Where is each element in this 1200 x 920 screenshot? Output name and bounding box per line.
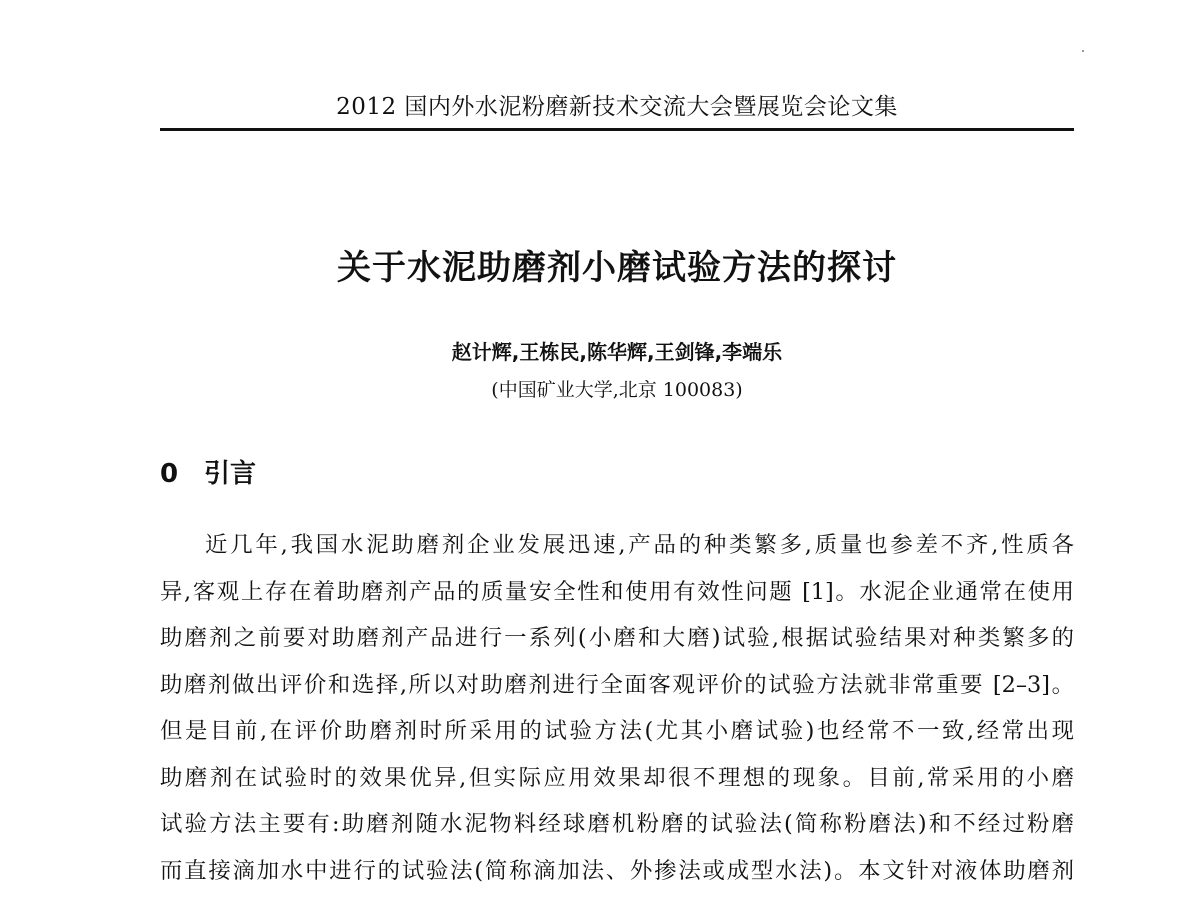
header-rule (160, 128, 1074, 131)
body-line: 近几年,我国水泥助磨剂企业发展迅速,产品的种类繁多,质量也参差不齐,性质各 (205, 532, 1074, 558)
body-line: 助磨剂之前要对助磨剂产品进行一系列(小磨和大磨)试验,根据试验结果对种类繁多的 (160, 625, 1074, 651)
running-header: 2012 国内外水泥粉磨新技术交流大会暨展览会论文集 (336, 94, 898, 120)
body-line: 试验方法主要有:助磨剂随水泥物料经球磨机粉磨的试验法(简称粉磨法)和不经过粉磨 (160, 811, 1074, 837)
body-line: 异,客观上存在着助磨剂产品的质量安全性和使用有效性问题 [1]。水泥企业通常在使用 (160, 578, 1074, 605)
author-affiliation: (中国矿业大学,北京 100083) (491, 379, 743, 401)
section-heading (160, 454, 256, 494)
section-title: 引言 (204, 459, 257, 489)
author-list: 赵计辉,王栋民,陈华辉,王剑锋,李端乐 (451, 340, 783, 364)
scan-artifact-dot (1082, 50, 1084, 52)
paper-title: 关于水泥助磨剂小磨试验方法的探讨 (337, 248, 897, 288)
body-line: 助磨剂做出评价和选择,所以对助磨剂进行全面客观评价的试验方法就非常重要 [2–3]。 (160, 671, 1074, 698)
body-paragraph (160, 522, 1074, 894)
body-line: 但是目前,在评价助磨剂时所采用的试验方法(尤其小磨试验)也经常不一致,经常出现 (160, 718, 1074, 744)
body-line: 助磨剂在试验时的效果优异,但实际应用效果却很不理想的现象。目前,常采用的小磨 (160, 764, 1074, 791)
body-line: 而直接滴加水中进行的试验法(简称滴加法、外掺法或成型水法)。本文针对液体助磨剂 (160, 857, 1074, 884)
section-number: 0 (160, 459, 179, 489)
